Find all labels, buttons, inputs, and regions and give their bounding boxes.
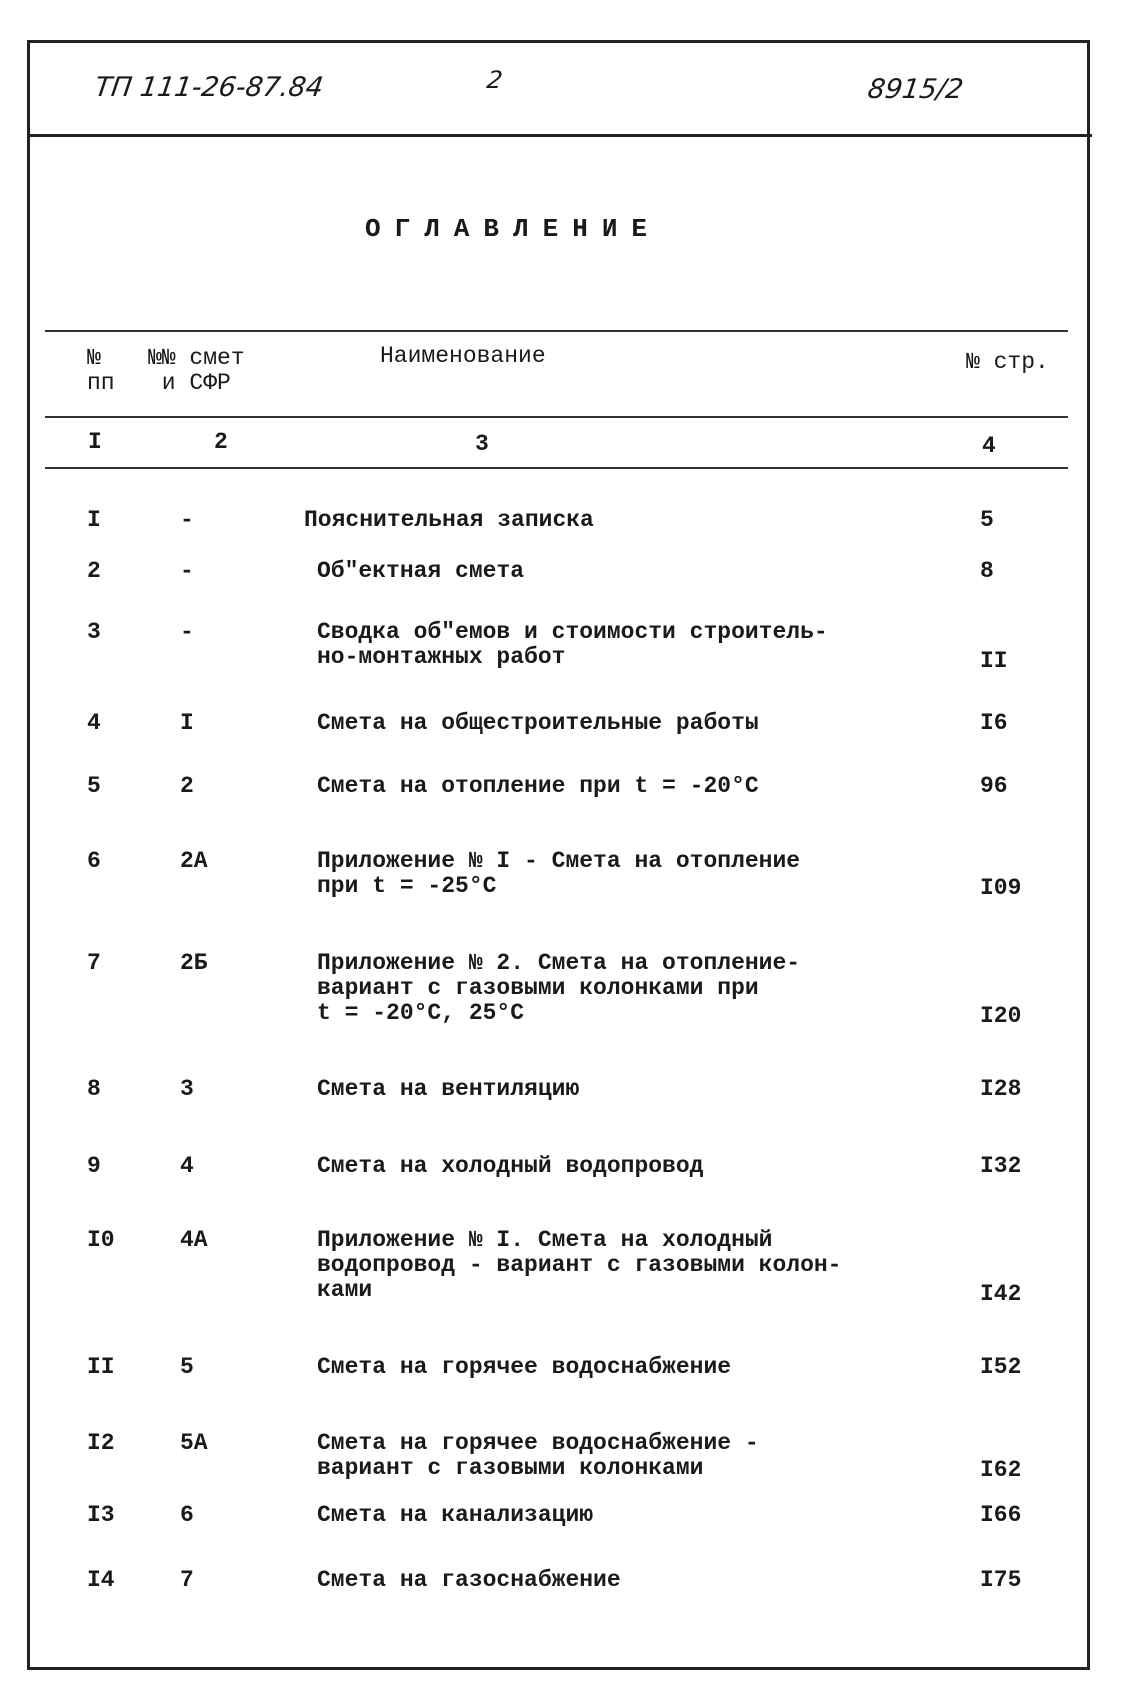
row-estimate-number: I bbox=[180, 710, 194, 736]
row-page: I32 bbox=[980, 1153, 1022, 1179]
row-number: I2 bbox=[87, 1430, 115, 1456]
col-header-smet: №№ смет и СФР bbox=[148, 345, 245, 396]
archive-number: 8915/2 bbox=[865, 74, 966, 105]
row-page: I09 bbox=[980, 875, 1022, 901]
row-name: Об"ектная смета bbox=[317, 558, 525, 584]
row-estimate-number: - bbox=[180, 619, 194, 645]
row-page: I62 bbox=[980, 1457, 1022, 1483]
row-estimate-number: 2Б bbox=[180, 950, 208, 976]
col-number-1: I bbox=[88, 429, 102, 455]
page-title: ОГЛАВЛЕНИЕ bbox=[365, 214, 662, 244]
table-top-rule bbox=[45, 330, 1068, 332]
row-estimate-number: 3 bbox=[180, 1076, 194, 1102]
row-page: II bbox=[980, 648, 1008, 674]
row-name: Смета на общестроительные работы bbox=[317, 710, 759, 736]
col-header-nn: № пп bbox=[87, 345, 115, 396]
col-number-3: 3 bbox=[475, 431, 489, 457]
row-number: II bbox=[87, 1354, 115, 1380]
row-name: Смета на отопление при t = -20°C bbox=[317, 773, 759, 799]
row-page: I66 bbox=[980, 1502, 1022, 1528]
row-page: 5 bbox=[980, 507, 994, 533]
col-number-2: 2 bbox=[214, 429, 228, 455]
row-name: Смета на канализацию bbox=[317, 1502, 594, 1528]
numbers-rule bbox=[45, 467, 1068, 469]
row-number: 9 bbox=[87, 1153, 101, 1179]
row-estimate-number: 4 bbox=[180, 1153, 194, 1179]
row-estimate-number: - bbox=[180, 507, 194, 533]
row-estimate-number: 6 bbox=[180, 1502, 194, 1528]
row-number: I0 bbox=[87, 1227, 115, 1253]
row-estimate-number: 4А bbox=[180, 1227, 208, 1253]
row-estimate-number: 5А bbox=[180, 1430, 208, 1456]
row-number: 6 bbox=[87, 848, 101, 874]
col-header-name: Наименование bbox=[380, 343, 546, 369]
row-number: 3 bbox=[87, 619, 101, 645]
row-page: I28 bbox=[980, 1076, 1022, 1102]
row-estimate-number: 7 bbox=[180, 1567, 194, 1593]
row-name: Пояснительная записка bbox=[304, 507, 594, 533]
row-page: I52 bbox=[980, 1354, 1022, 1380]
row-name: Сводка об"емов и стоимости строитель- но-монтажных работ bbox=[317, 619, 828, 670]
row-estimate-number: 2А bbox=[180, 848, 208, 874]
row-name: Смета на газоснабжение bbox=[317, 1567, 621, 1593]
row-number: 5 bbox=[87, 773, 101, 799]
row-number: 2 bbox=[87, 558, 101, 584]
row-number: 8 bbox=[87, 1076, 101, 1102]
row-number: I4 bbox=[87, 1567, 115, 1593]
row-page: 96 bbox=[980, 773, 1008, 799]
row-number: I3 bbox=[87, 1502, 115, 1528]
row-number: 7 bbox=[87, 950, 101, 976]
row-name: Приложение № 2. Смета на отопление- вариант с газовыми колонками при t = -20°C, 25°C bbox=[317, 950, 801, 1026]
row-number: 4 bbox=[87, 710, 101, 736]
row-name: Приложение № I - Смета на отопление при t = -25°C bbox=[317, 848, 801, 899]
row-page: 8 bbox=[980, 558, 994, 584]
row-name: Смета на горячее водоснабжение - вариант с газовыми колонками bbox=[317, 1430, 759, 1481]
header-divider bbox=[27, 134, 1092, 137]
header-rule bbox=[45, 416, 1068, 418]
row-estimate-number: 2 bbox=[180, 773, 194, 799]
row-estimate-number: - bbox=[180, 558, 194, 584]
row-name: Смета на вентиляцию bbox=[317, 1076, 580, 1102]
row-name: Смета на горячее водоснабжение bbox=[317, 1354, 732, 1380]
row-number: I bbox=[87, 507, 101, 533]
col-number-4: 4 bbox=[982, 433, 996, 459]
row-page: I42 bbox=[980, 1281, 1022, 1307]
row-name: Смета на холодный водопровод bbox=[317, 1153, 704, 1179]
row-page: I75 bbox=[980, 1567, 1022, 1593]
row-estimate-number: 5 bbox=[180, 1354, 194, 1380]
row-name: Приложение № I. Смета на холодный водопровод - вариант с газовыми колон- ками bbox=[317, 1227, 842, 1303]
col-header-page: № стр. bbox=[966, 349, 1049, 375]
page-number: 2 bbox=[485, 66, 505, 94]
doc-code: ТП 111-26-87.84 bbox=[92, 72, 326, 103]
row-page: I20 bbox=[980, 1003, 1022, 1029]
row-page: I6 bbox=[980, 710, 1008, 736]
